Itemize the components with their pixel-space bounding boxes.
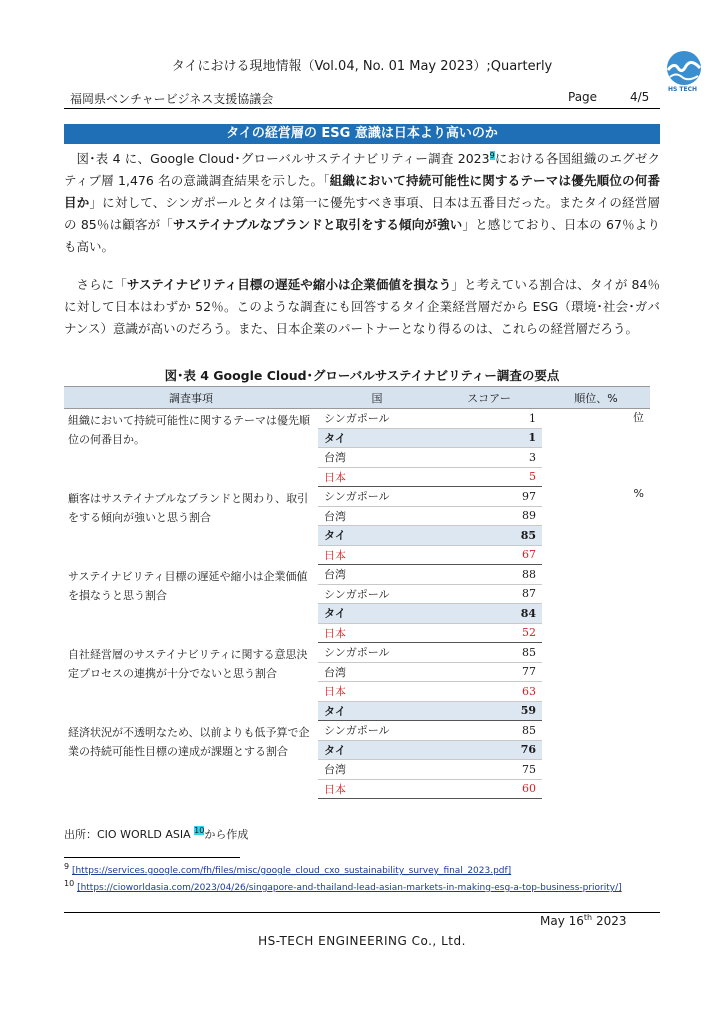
country-cell: シンガポール — [318, 721, 436, 741]
footnote-ref-9[interactable]: 9 — [489, 150, 495, 160]
survey-item: 顧客はサステイナブルなブランドと関わり、取引をする傾向が強いと思う割合 — [68, 491, 309, 524]
paragraph-1 — [64, 148, 660, 258]
score-cell: 84 — [436, 604, 542, 624]
paragraph-2 — [64, 274, 660, 340]
footnote-link[interactable]: [https://services.google.com/fh/files/misc/google_cloud_cxo_sustainability_survey_final_2023.pdf] — [71, 866, 512, 876]
table-row — [64, 487, 650, 507]
score-cell: 60 — [436, 779, 542, 799]
score-cell: 85 — [436, 721, 542, 741]
header-item: 調査事項 — [64, 387, 318, 409]
paragraph-1-emphasis: サステイナブルなブランドと取引をする傾向が強い — [172, 217, 463, 232]
score-cell: 1 — [436, 428, 542, 448]
score-cell: 77 — [436, 662, 542, 682]
country-cell: タイ — [318, 701, 436, 721]
paragraph-1-text: 」と感じており、日本の 67％よりも高い。 — [64, 217, 660, 254]
paragraph-2-text: 」と考えている割合は、タイが 84％に対して日本はわずか 52％。このような調査にも回答するタイ企業経営層だから ESG（環境･社会･ガバナンス）意識が高いのだろう。また、日本企業のパートナーとなり得るのは、これらの経営層だろう。 — [64, 277, 660, 336]
country-cell: シンガポール — [318, 487, 436, 507]
survey-item: サステイナビリティ目標の遅延や縮小は企業価値を損なうと思う割合 — [68, 569, 308, 602]
unit-cell — [542, 565, 650, 643]
country-cell: 台湾 — [318, 565, 436, 585]
score-cell: 5 — [436, 467, 542, 487]
score-cell: 3 — [436, 448, 542, 468]
score-cell: 76 — [436, 740, 542, 760]
table-row — [64, 643, 650, 663]
country-cell: タイ — [318, 526, 436, 546]
score-cell: 63 — [436, 682, 542, 702]
section-title: タイの経営層の ESG 意識は日本より高いのか — [64, 124, 660, 144]
survey-table — [64, 386, 650, 799]
score-cell: 85 — [436, 643, 542, 663]
country-cell: 台湾 — [318, 662, 436, 682]
logo-text: HS TECH — [668, 86, 698, 93]
organization-name: 福岡県ベンチャービジネス支援協議会 — [70, 92, 274, 106]
country-cell: 日本 — [318, 467, 436, 487]
score-cell: 52 — [436, 623, 542, 643]
country-cell: タイ — [318, 740, 436, 760]
header-country: 国 — [318, 387, 436, 409]
unit-cell — [542, 721, 650, 799]
footnote-number: 10 — [64, 879, 75, 888]
page-number: 4/5 — [630, 90, 650, 104]
country-cell: 台湾 — [318, 506, 436, 526]
survey-item: 組織において持続可能性に関するテーマは優先順位の何番目か。 — [68, 414, 310, 446]
table-title: 図･表 4 Google Cloud･グローバルサステイナビリティー調査の要点 — [164, 368, 560, 383]
country-cell: タイ — [318, 604, 436, 624]
country-cell: 日本 — [318, 779, 436, 799]
table-row — [64, 721, 650, 741]
score-cell: 85 — [436, 526, 542, 546]
country-cell: 日本 — [318, 545, 436, 565]
unit-cell: 位 — [633, 411, 644, 424]
score-cell: 75 — [436, 760, 542, 780]
country-cell: シンガポール — [318, 409, 436, 429]
date-text: 2023 — [592, 914, 627, 928]
header-unit: 順位、% — [542, 387, 650, 409]
unit-cell — [542, 643, 650, 721]
country-cell: 日本 — [318, 682, 436, 702]
table-row — [64, 565, 650, 585]
country-cell: 日本 — [318, 623, 436, 643]
footer-divider — [64, 912, 660, 913]
publish-date — [540, 914, 626, 928]
paragraph-1-text: 図･表 4 に、Google Cloud･グローバルサステイナビリティー調査 2023 — [76, 151, 490, 166]
unit-cell: % — [633, 486, 644, 500]
document-title: タイにおける現地情報（Vol.04, No. 01 May 2023）;Quarterly — [171, 59, 553, 74]
paragraph-2-emphasis: サステイナビリティ目標の遅延や縮小は企業価値を損なう — [126, 277, 452, 292]
header-score: スコアー — [436, 387, 542, 409]
country-cell: シンガポール — [318, 584, 436, 604]
paragraph-2-text: さらに「 — [76, 277, 127, 292]
paragraph-1-emphasis: 組織において持続可能性に関するテーマは優先順位の何番目か — [64, 173, 660, 210]
score-cell: 87 — [436, 584, 542, 604]
country-cell: シンガポール — [318, 643, 436, 663]
source-text: から作成 — [204, 828, 249, 841]
footnote-10 — [64, 879, 660, 895]
country-cell: 台湾 — [318, 448, 436, 468]
date-ordinal: th — [583, 913, 593, 922]
score-cell: 1 — [436, 409, 542, 429]
country-cell: タイ — [318, 428, 436, 448]
page-label: Page — [568, 90, 598, 104]
table-source — [64, 826, 248, 842]
footnote-9 — [64, 862, 660, 876]
paragraph-1-text: における各国組織のエグゼクティブ層 1,476 名の意識調査結果を示した。「 — [64, 151, 660, 188]
footnote-divider — [64, 857, 240, 858]
footnote-number: 9 — [64, 862, 70, 871]
survey-item: 経済状況が不透明なため、以前よりも低予算で企業の持続可能性目標の達成が課題とする割合 — [68, 725, 310, 758]
paragraph-1-text: 」に対して、シンガポールとタイは第一に優先すべき事項、日本は五番目だった。またタイの経営層の 85％は顧客が「 — [64, 195, 660, 232]
footnote-ref-10[interactable]: 10 — [194, 826, 205, 836]
table-row — [64, 409, 650, 429]
score-cell: 67 — [436, 545, 542, 565]
table-header-row — [64, 387, 650, 409]
score-cell: 97 — [436, 487, 542, 507]
footnote-link[interactable]: [https://cioworldasia.com/2023/04/26/singapore-and-thailand-lead-asian-markets-in-making-esg-a-top-business-priority/] — [77, 883, 622, 893]
company-name: HS-TECH ENGINEERING Co., Ltd. — [258, 934, 466, 948]
score-cell: 88 — [436, 565, 542, 585]
source-text: 出所：CIO WORLD ASIA — [64, 828, 195, 841]
score-cell: 59 — [436, 701, 542, 721]
score-cell: 89 — [436, 506, 542, 526]
survey-item: 自社経営層のサステイナビリティに関する意思決定プロセスの連携が十分でないと思う割合 — [68, 647, 308, 680]
country-cell: 台湾 — [318, 760, 436, 780]
date-text: May 16 — [540, 914, 584, 928]
header-divider — [64, 108, 660, 109]
